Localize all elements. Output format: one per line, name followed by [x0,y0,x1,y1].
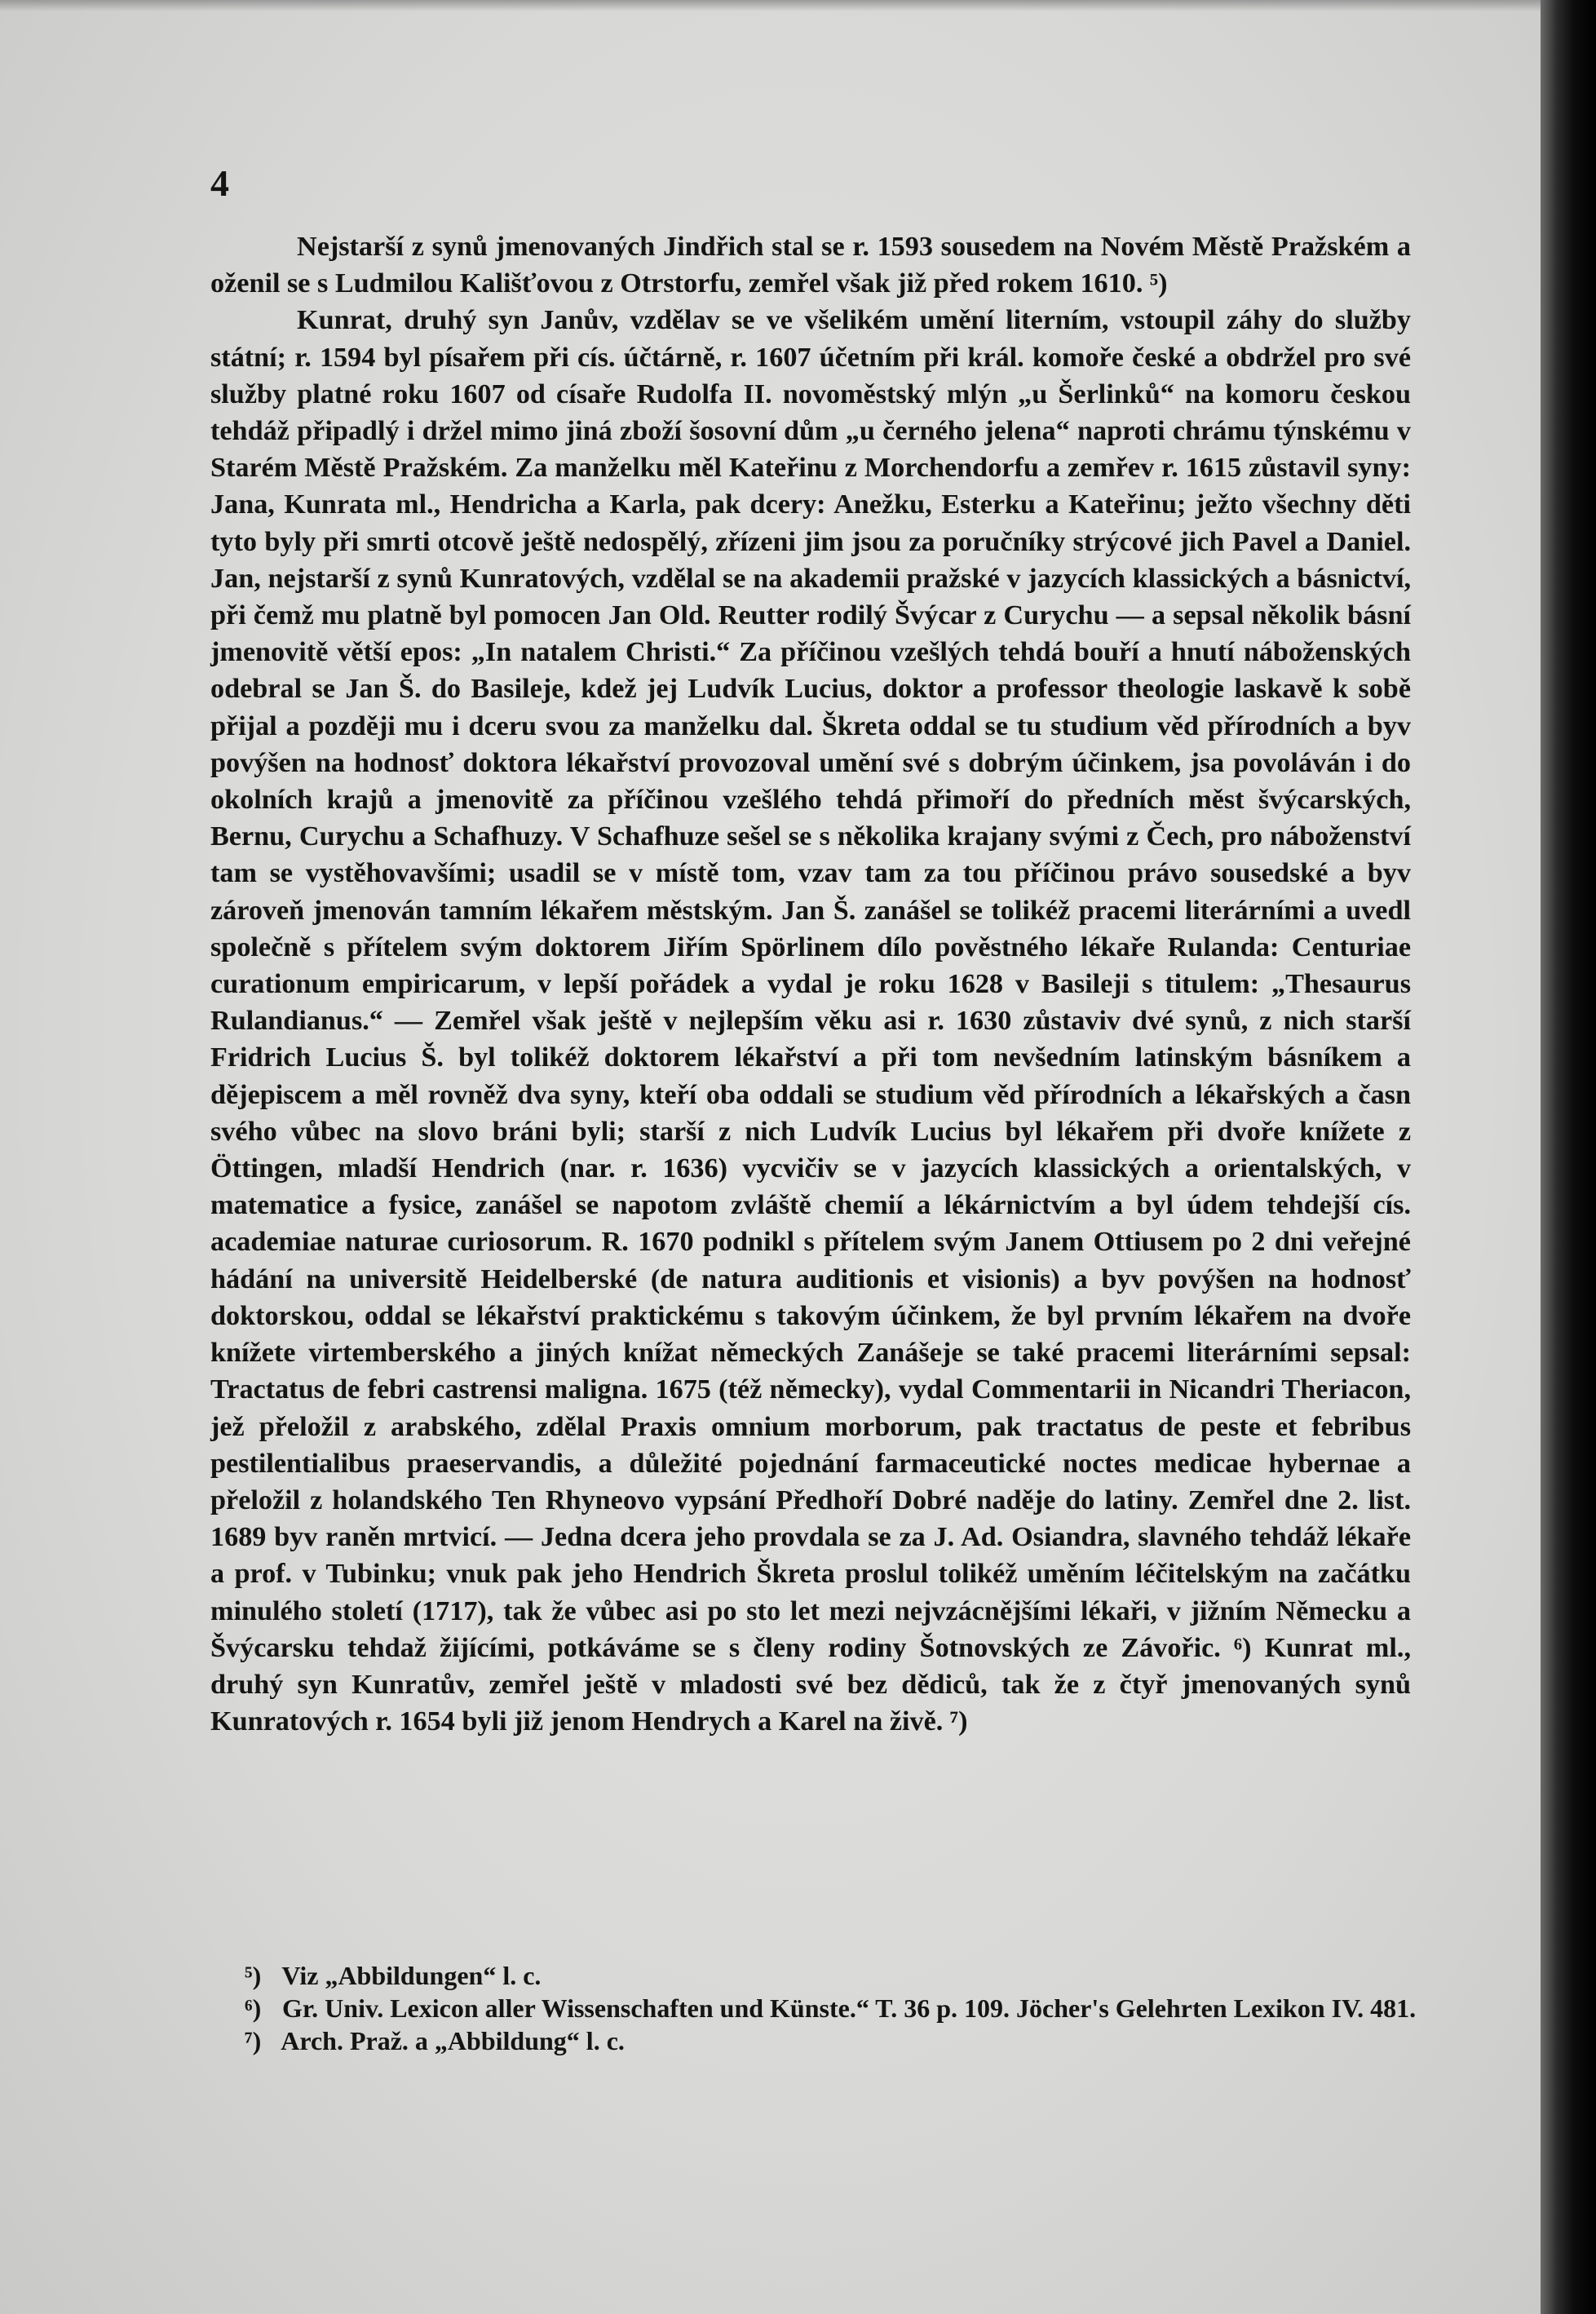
footnote-5-text: Viz „Abbildungen“ l. c. [281,1961,542,1990]
page-number: 4 [210,162,229,204]
footnote-5 [245,1959,1419,1992]
paragraph-kunrat: Kunrat, druhý syn Janův, vzdělav se ve všelikém umění literním, vstoupil záhy do služby státní; r. 1594 byl písařem při cís. účtárně, r. 1607 účetním při král. komoře české a obdržel pro své služby platné roku 1607 od císaře Rudolfa II. novoměstský mlýn „u Šerlinků“ na komoru českou tehdáž připadlý i držel mimo jiná zboží šosovní dům „u černého jelena“ naproti chrámu týnskému v Starém Městě Pražském. Za manželku měl Kateřinu z Morchendorfu a zemřev r. 1615 zůstavil syny: Jana, Kunrata ml., Hendricha a Karla, pak dcery: Anežku, Esterku a Kateřinu; ježto všechny děti tyto byly při smrti otcově ještě nedospělý, zřízeni jim jsou za poručníky strýcové jich Pavel a Daniel. Jan, nejstarší z synů Kunratových, vzdělal se na akademii pražské v jazycích klassických a básnictví, při čemž mu platně byl pomocen Jan Old. Reutter rodilý Švýcar z Curychu — a sepsal několik básní jmenovitě větší epos: „In natalem Christi.“ Za příčinou vzešlých tehdá bouří a hnutí náboženských odebral se Jan Š. do Basileje, kdež jej Ludvík Lucius, doktor a professor theologie laskavě k sobě přijal a později mu i dceru svou za manželku dal. Škreta oddal se tu studium věd přírodních a byv povýšen na hodnosť doktora lékařství provozoval umění své s dobrým účinkem, jsa povoláván i do okolních krajů a jmenovitě za příčinou vzešlého tehdá přimoří do předních měst švýcarských, Bernu, Curychu a Schafhuzy. V Schafhuze sešel se s několika krajany svými z Čech, pro náboženství tam se vystěhovavšími; usadil se v místě tom, vzav tam za tou příčinou právo sousedské a byv zároveň jmenován tamním lékařem městským. Jan Š. zanášel se tolikéž pracemi literárními a uvedl společně s přítelem svým doktorem Jiřím Spörlinem dílo pověstného lékaře Rulanda: Centuriae curationum empiricarum, v lepší pořádek a vydal je roku 1628 v Basileji s titulem: „Thesaurus Rulandianus.“ — Zemřel však ještě v nejlepším věku asi r. 1630 zůstaviv dvé synů, z nich starší Fridrich Lucius Š. byl tolikéž doktorem lékařství a při tom nevšedním latinským básníkem a dějepiscem a měl rovněž dva syny, kteří oba oddali se studium věd přírodních a lékařských a časn svého vůbec na slovo bráni byli; starší z nich Ludvík Lucius byl lékařem při dvoře knížete z Öttingen, mladší Hendrich (nar. r. 1636) vycvičiv se v jazycích klassických a orientalských, v matematice a fysice, zanášel se napotom zvláště chemií a lékárnictvím a byl údem tehdejší cís. academiae naturae curiosorum. R. 1670 podnikl s přítelem svým Janem Ottiusem po 2 dni veřejné hádání na universitě Heidelberské (de natura auditionis et visionis) a byv povýšen na hodnosť doktorskou, oddal se lékařství praktickému s takovým účinkem, že byl prvním lékařem na dvoře knížete virtemberského a jiných knížat německých Zanášeje se také pracemi literárními sepsal: Tractatus de febri castrensi maligna. 1675 (též německy), vydal Commentarii in Nicandri Theriacon, jež přeložil z arabského, zdělal Praxis omnium morborum, pak tractatus de peste et febribus pestilentialibus praeservandis, a důležité pojednání farmaceutické noctes medicae hybernae a přeložil z holandského Ten Rhyneovo vypsání Předhoří Dobré naděje do latiny. Zemřel dne 2. list. 1689 byv raněn mrtvicí. — Jedna dcera jeho provdala se za J. Ad. Osiandra, slavného tehdáž lékaře a prof. v Tubinku; vnuk pak jeho Hendrich Škreta proslul tolikéž uměním léčitelským na začátku minulého století (1717), tak že vůbec asi po sto let mezi nejvzácnějšími lékaři, v jižním Německu a Švýcarsku tehdaž žijícími, potkáváme se s členy rodiny Šotnovských ze Závořic. ⁶) Kunrat ml., druhý syn Kunratův, zemřel ještě v mladosti své bez dědiců, tak že z čtyř jmenovaných synů Kunratových r. 1654 byli již jenom Hendrych a Karel na živě. ⁷) [210,305,1411,1737]
footnotes [245,1959,1419,2057]
paragraph-jindrich: Nejstarší z synů jmenovaných Jindřich stal se r. 1593 sousedem na Novém Městě Pražském a oženil se s Ludmilou Kališťovou z Otrstorfu, zemřel však již před rokem 1610. ⁵) [210,232,1411,299]
footnote-6-mark: ⁶) [245,1993,262,2023]
page-top-shadow [0,0,1596,11]
footnote-7-text: Arch. Praž. a „Abbildung“ l. c. [281,2026,625,2055]
page-right-binding-edge [1541,0,1596,2314]
footnote-7 [245,2024,1419,2057]
footnote-6-text: Gr. Univ. Lexicon aller Wissenschaften und Künste.“ T. 36 p. 109. Jöcher's Gelehrten Lexikon IV. 481. [282,1993,1417,2023]
footnote-5-mark: ⁵) [245,1961,262,1990]
body-text [210,228,1411,1740]
footnote-6 [245,1992,1419,2024]
footnote-7-mark: ⁷) [245,2026,262,2055]
